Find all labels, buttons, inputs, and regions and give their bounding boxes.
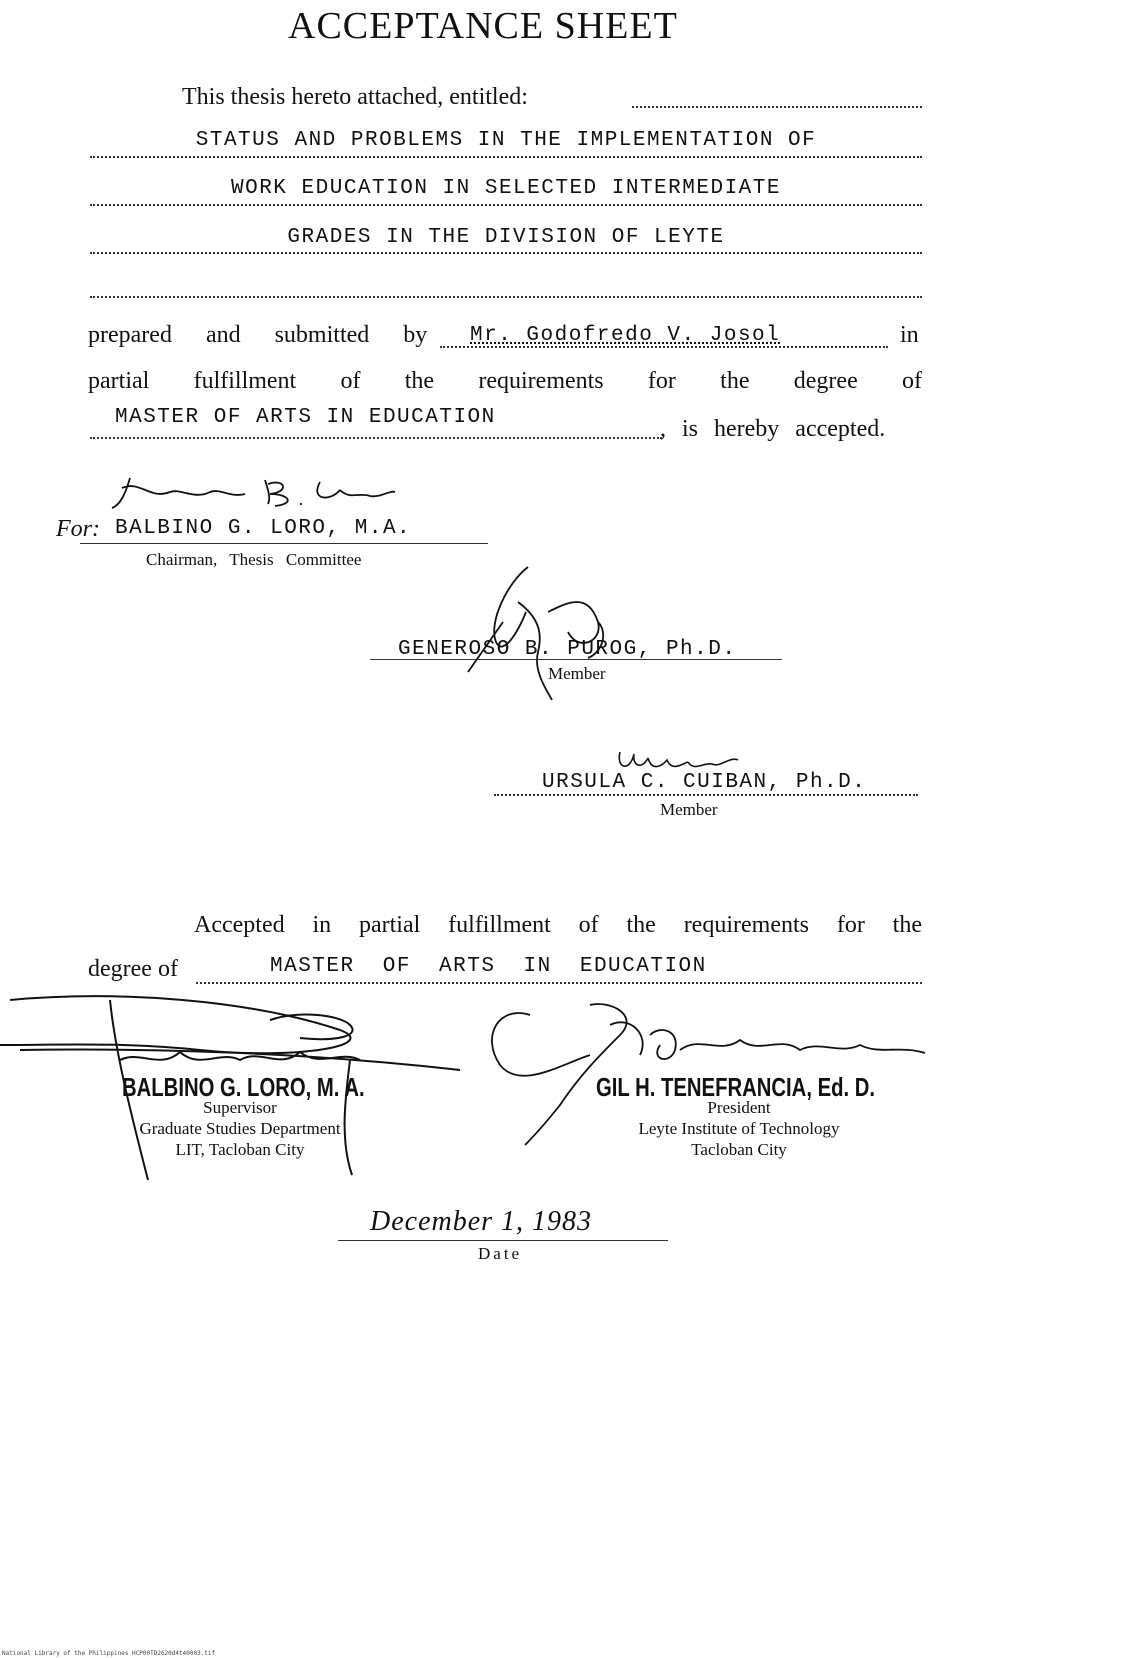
author-name: Mr. Godofredo V. Josol <box>470 324 781 347</box>
accepted-suffix: , is hereby accepted. <box>660 416 886 442</box>
intro-text: This thesis hereto attached, entitled: <box>182 84 528 110</box>
member2-signature-line <box>494 794 918 796</box>
member1-name: GENEROSO B. PUROG, Ph.D. <box>398 638 737 661</box>
thesis-title-line-1: STATUS AND PROBLEMS IN THE IMPLEMENTATION OF <box>195 129 817 152</box>
president-place: Tacloban City <box>691 1140 787 1159</box>
intro-dotted-line <box>632 106 922 108</box>
president-role: President <box>707 1098 771 1117</box>
page-title: ACCEPTANCE SHEET <box>288 5 678 47</box>
member2-signature-text: UCuiban <box>612 744 616 745</box>
chairman-for-label: For: <box>56 516 100 542</box>
member2-name: URSULA C. CUIBAN, Ph.D. <box>542 771 867 794</box>
thesis-line-3-dots <box>90 252 922 254</box>
president-organization: Leyte Institute of Technology <box>638 1119 840 1138</box>
supervisor-name: BALBINO G. LORO, M. A. <box>122 1072 365 1102</box>
degree-dotted-line <box>90 437 662 439</box>
chairman-name: BALBINO G. LORO, M.A. <box>115 517 412 540</box>
date-label: Date <box>478 1244 523 1263</box>
prepared-suffix: in <box>900 322 919 348</box>
author-dotted-line <box>440 346 888 348</box>
prepared-by-text: prepared and submitted by <box>88 322 428 348</box>
partial-fulfillment-text: partial fulfillment of the requirements for the degree of <box>88 368 922 394</box>
thesis-line-1-dots <box>90 156 922 158</box>
date-value: December 1, 1983 <box>370 1206 593 1237</box>
acceptance-degree: MASTER OF ARTS IN EDUCATION <box>270 955 707 978</box>
supervisor-department: Graduate Studies Department <box>139 1119 341 1138</box>
footer-credit: National Library of the Philippines HCP00TD2620d4t40003.tif <box>2 1650 216 1657</box>
degree-name: MASTER OF ARTS IN EDUCATION <box>115 406 496 429</box>
acceptance-degree-dotted-line <box>196 982 922 984</box>
chairman-signature <box>100 470 400 520</box>
member2-role: Member <box>660 800 718 819</box>
thesis-line-4-dots <box>90 296 922 298</box>
thesis-title-line-2: WORK EDUCATION IN SELECTED INTERMEDIATE <box>231 177 781 200</box>
thesis-title-line-3: GRADES IN THE DIVISION OF LEYTE <box>287 226 725 249</box>
chairman-role: Chairman, Thesis Committee <box>146 550 362 569</box>
supervisor-place: LIT, Tacloban City <box>175 1140 305 1159</box>
thesis-line-2-dots <box>90 204 922 206</box>
supervisor-role: Supervisor <box>203 1098 277 1117</box>
member1-role: Member <box>548 664 606 683</box>
chairman-signature-text: Josefina B. Gravor <box>100 470 108 471</box>
president-name: GIL H. TENEFRANCIA, Ed. D. <box>596 1072 876 1102</box>
acceptance-degree-prefix: degree of <box>88 956 178 982</box>
acceptance-text: Accepted in partial fulfillment of the requirements for the <box>194 912 922 938</box>
date-line <box>338 1240 668 1241</box>
chairman-signature-line <box>80 543 488 544</box>
member1-signature-line <box>370 659 782 660</box>
